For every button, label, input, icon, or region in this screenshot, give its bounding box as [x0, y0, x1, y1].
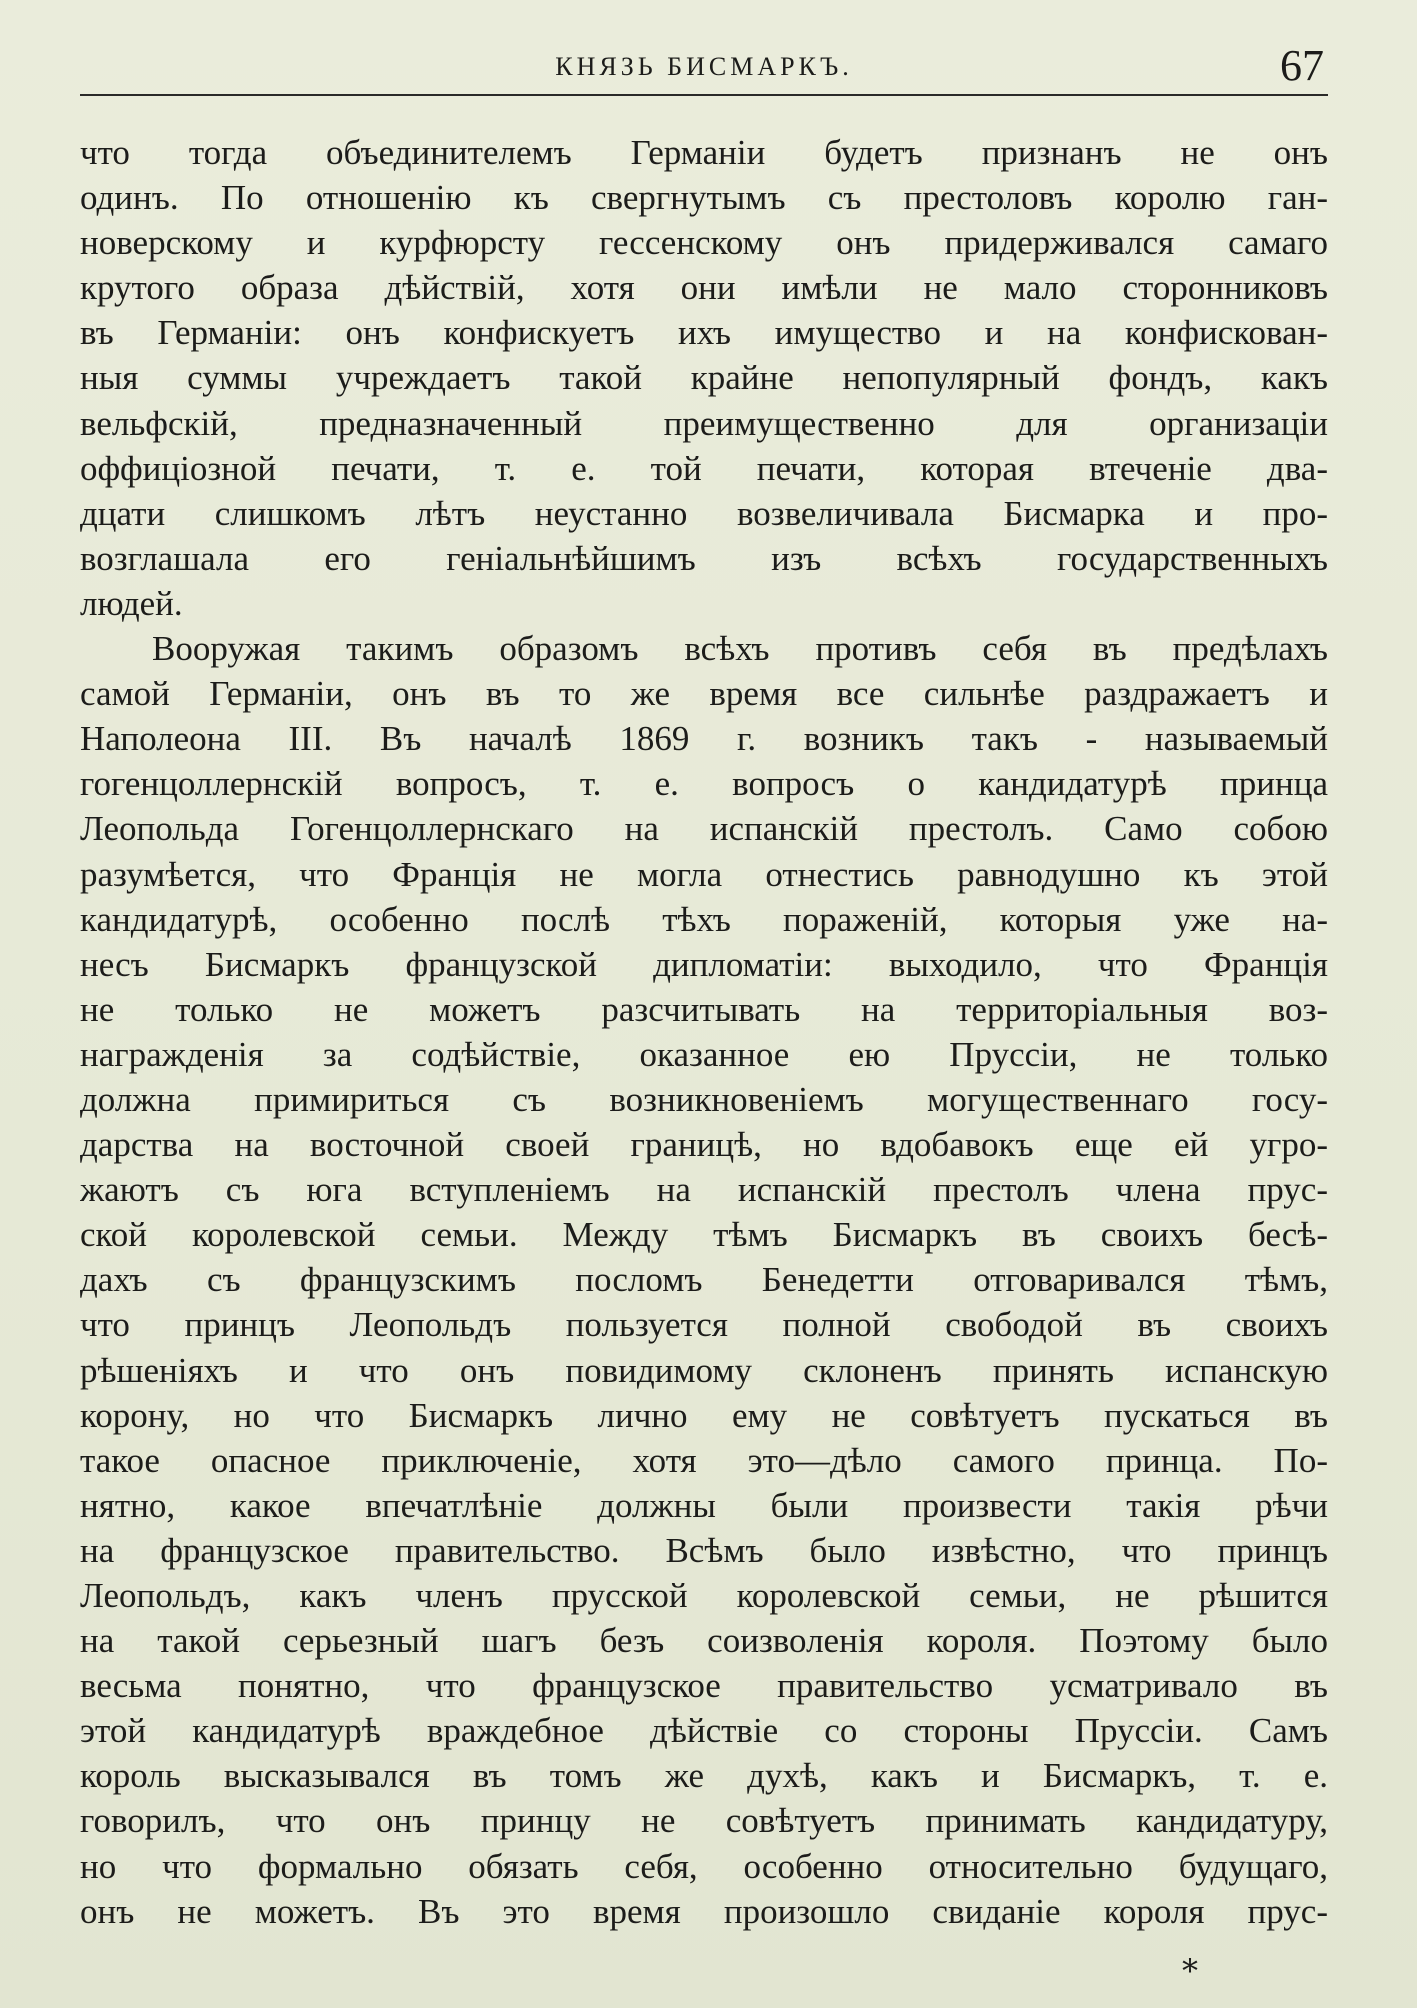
text-line: въ Германіи: онъ конфискуетъ ихъ имущество и на конфискован- — [80, 313, 1328, 353]
text-line: рѣшеніяхъ и что онъ повидимому склоненъ принять испанскую — [80, 1350, 1328, 1390]
text-line: несъ Бисмаркъ французской дипломатіи: выходило, что Франція — [80, 944, 1328, 984]
text-line: на французское правительство. Всѣмъ было извѣстно, что принцъ — [80, 1530, 1328, 1570]
text-line: людей. — [80, 583, 183, 623]
text-line: корону, но что Бисмаркъ лично ему не совѣтуетъ пускаться въ — [80, 1395, 1328, 1435]
text-line: что тогда объединителемъ Германіи будетъ признанъ не онъ — [80, 133, 1328, 172]
text-line: Леопольдъ, какъ членъ прусской королевской семьи, не рѣшится — [80, 1576, 1328, 1615]
text-line: возглашала его геніальнѣйшимъ изъ всѣхъ государственныхъ — [80, 538, 1328, 578]
text-line: Вооружая такимъ образомъ всѣхъ противъ себя въ предѣлахъ — [152, 629, 1328, 669]
text-line: дарства на восточной своей границѣ, но вдобавокъ еще ей угро- — [80, 1125, 1328, 1165]
page-number: 67 — [1280, 41, 1324, 90]
text-line: но что формально обязать себя, особенно относительно будущаго, — [80, 1846, 1328, 1886]
text-line: дахъ съ французскимъ посломъ Бенедетти отговаривался тѣмъ, — [80, 1260, 1328, 1300]
text-line: должна примириться съ возникновеніемъ могущественнаго госу- — [80, 1079, 1328, 1119]
text-line: на такой серьезный шагъ безъ соизволенія короля. Поэтому было — [80, 1621, 1328, 1661]
text-line: этой кандидатурѣ враждебное дѣйствіе со стороны Пруссіи. Самъ — [80, 1711, 1328, 1751]
text-line: нятно, какое впечатлѣніе должны были произвести такія рѣчи — [80, 1485, 1328, 1525]
text-line: говорилъ, что онъ принцу не совѣтуетъ принимать кандидатуру, — [80, 1801, 1328, 1841]
text-line: Наполеона III. Въ началѣ 1869 г. возникъ такъ - называемый — [80, 719, 1328, 759]
text-line: жаютъ съ юга вступленіемъ на испанскій престолъ члена прус- — [80, 1170, 1328, 1210]
text-line: награжденія за содѣйствіе, оказанное ею Пруссіи, не только — [80, 1034, 1328, 1074]
text-line: гогенцоллернскій вопросъ, т. е. вопросъ о кандидатурѣ принца — [80, 764, 1328, 804]
text-line: ныя суммы учреждаетъ такой крайне непопулярный фондъ, какъ — [80, 358, 1328, 398]
text-line: новерскому и курфюрсту гессенскому онъ придерживался самаго — [80, 223, 1328, 263]
text-line: оффиціозной печати, т. е. той печати, которая втеченіе два- — [80, 448, 1328, 488]
text-line: король высказывался въ томъ же духѣ, какъ и Бисмаркъ, т. е. — [80, 1756, 1328, 1796]
text-line: весьма понятно, что французское правительство усматривало въ — [80, 1666, 1328, 1706]
text-line: крутого образа дѣйствій, хотя они имѣли не мало сторонниковъ — [80, 268, 1328, 308]
page-header — [80, 38, 1328, 96]
text-line: онъ не можетъ. Въ это время произошло свиданіе короля прус- — [80, 1891, 1328, 1931]
paragraph — [80, 626, 1328, 1934]
paragraph — [80, 130, 1328, 626]
text-line: что принцъ Леопольдъ пользуется полной свободой въ своихъ — [80, 1305, 1328, 1345]
text-line: кандидатурѣ, особенно послѣ тѣхъ пораженій, которыя уже на- — [80, 899, 1328, 939]
text-line: самой Германіи, онъ въ то же время все сильнѣе раздражаетъ и — [80, 674, 1328, 714]
signature-mark: * — [1182, 1952, 1198, 1990]
text-line: разумѣется, что Франція не могла отнестись равнодушно къ этой — [80, 854, 1328, 894]
text-line: такое опасное приключеніе, хотя это—дѣло самого принца. По- — [80, 1440, 1328, 1480]
text-line: вельфскій, предназначенный преимущественно для организаціи — [80, 403, 1328, 443]
body-text — [80, 130, 1328, 1934]
text-line: одинъ. По отношенію къ свергнутымъ съ престоловъ королю ган- — [80, 178, 1328, 218]
text-line: ской королевской семьи. Между тѣмъ Бисмаркъ въ своихъ бесѣ- — [80, 1215, 1328, 1255]
text-line: дцати слишкомъ лѣтъ неустанно возвеличивала Бисмарка и про- — [80, 493, 1328, 533]
text-line: не только не можетъ разсчитывать на территоріальныя воз- — [80, 989, 1328, 1029]
running-title: КНЯЗЬ БИСМАРКЪ. — [555, 52, 853, 81]
text-line: Леопольда Гогенцоллернскаго на испанскій престолъ. Само собою — [80, 809, 1328, 849]
